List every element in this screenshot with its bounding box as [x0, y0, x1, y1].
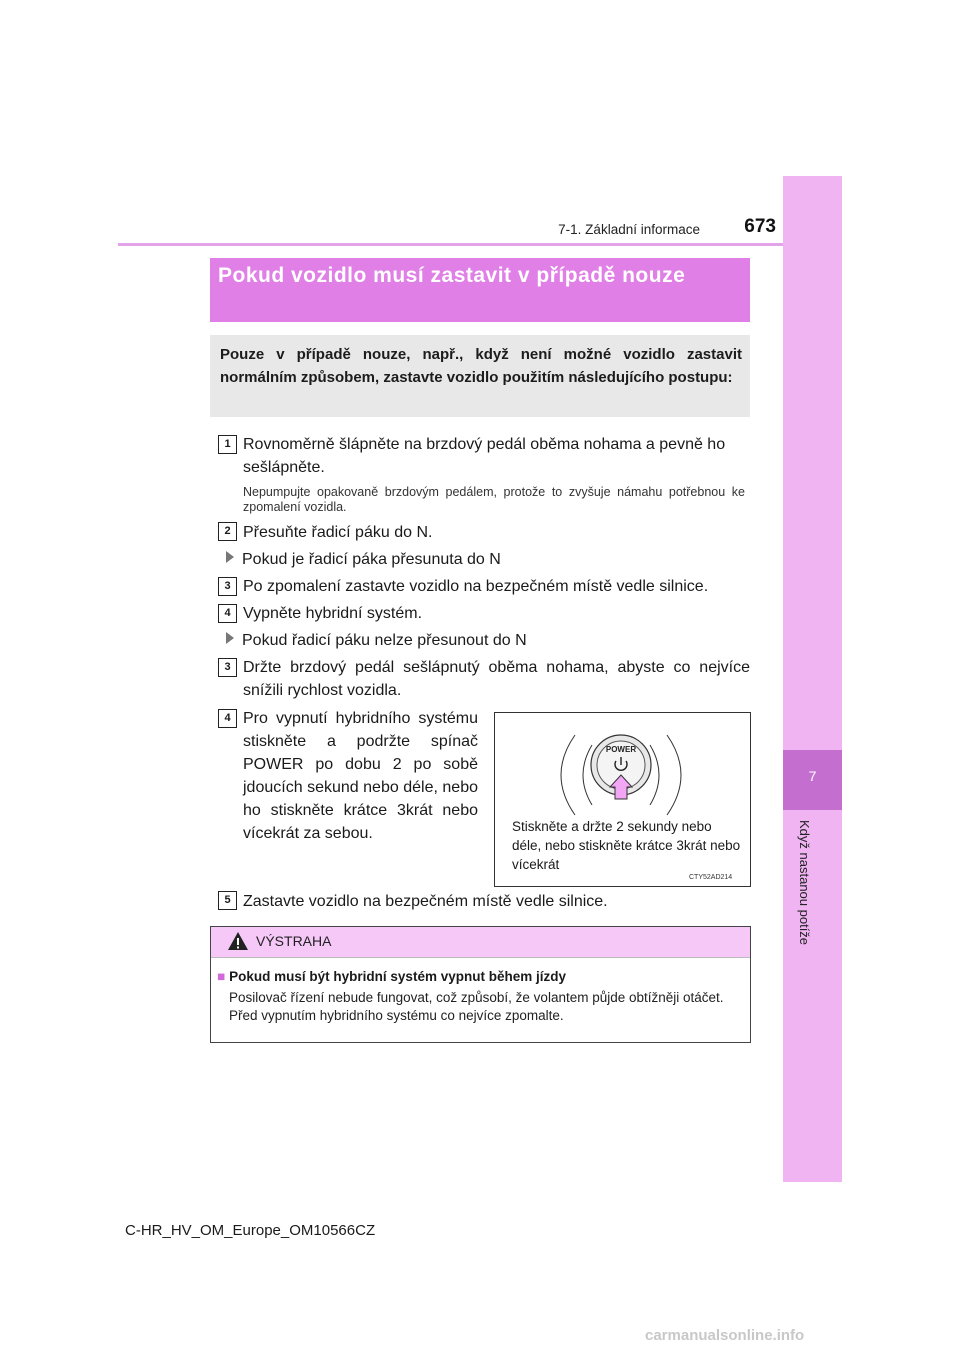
- intro-box: [210, 335, 750, 417]
- step-number: 5: [218, 891, 237, 910]
- warning-title: VÝSTRAHA: [256, 933, 332, 949]
- figure-code: CTY52AD214: [689, 874, 733, 881]
- warning-body: Posilovač řízení nebude fungovat, což způsobí, že volantem půjde obtížněji otáčet. Před vypnutím hybridního systému co nejvíce zpomalte.: [229, 990, 724, 1023]
- warning-header: [211, 927, 750, 958]
- triangle-bullet-icon: [226, 551, 234, 563]
- step-text: Pro vypnutí hybridního systému stiskněte a podržte spínač POWER po dobu 2 po sobě jdoucích sekund nebo déle, nebo ho stiskněte krátce 3krát nebo vícekrát za sebou.: [243, 710, 478, 842]
- power-button-label: POWER: [605, 745, 637, 754]
- intro-text: Pouze v případě nouze, např., když není možné vozidlo zastavit normálním způsobem, zastavte vozidlo použitím následujícího postupu:: [220, 346, 742, 386]
- step-text: Vypněte hybridní systém.: [243, 605, 423, 622]
- step-number: 3: [218, 577, 237, 596]
- side-tab: [783, 176, 842, 1182]
- step-note: Nepumpujte opakovaně brzdovým pedálem, protože to zvyšuje námahu potřebnou ke zpomalení vozidla.: [243, 485, 745, 514]
- step-text: Zastavte vozidlo na bezpečném místě vedle silnice.: [243, 893, 608, 910]
- chapter-title: Když nastanou potíže: [797, 820, 812, 946]
- step-number: 2: [218, 522, 237, 541]
- step-text: Rovnoměrně šlápněte na brzdový pedál oběma nohama a pevně ho sešlápněte.: [243, 436, 726, 476]
- step-text: Držte brzdový pedál sešlápnutý oběma nohama, abyste co nejvíce snížili rychlost vozidla.: [243, 659, 750, 699]
- document-code: C-HR_HV_OM_Europe_OM10566CZ: [125, 1222, 376, 1239]
- subheading: Pokud řadicí páku nelze přesunout do N: [226, 629, 527, 652]
- warning-triangle-icon: [227, 931, 249, 951]
- warning-box: [210, 926, 751, 1043]
- watermark: carmanualsonline.info: [645, 1327, 805, 1344]
- step-text: Přesuňte řadicí páku do N.: [243, 524, 433, 541]
- step-number: 1: [218, 435, 237, 454]
- section-title: 7-1. Základní informace: [558, 222, 700, 237]
- title-banner: [210, 258, 750, 322]
- warning-subtitle: ■ Pokud musí být hybridní systém vypnut během jízdy: [217, 969, 566, 984]
- power-switch-figure: [494, 712, 751, 887]
- step-number: 3: [218, 658, 237, 677]
- triangle-bullet-icon: [226, 632, 234, 644]
- page-number: 673: [744, 216, 776, 237]
- header-rule: [118, 243, 783, 246]
- subheading: Pokud je řadicí páka přesunuta do N: [226, 548, 501, 571]
- page-title: Pokud vozidlo musí zastavit v případě nouze: [218, 264, 686, 287]
- figure-caption: Stiskněte a držte 2 sekundy nebo déle, nebo stiskněte krátce 3krát nebo vícekrát: [512, 819, 741, 872]
- square-bullet-icon: ■: [217, 969, 226, 984]
- step-number: 4: [218, 604, 237, 623]
- chapter-number: 7: [808, 768, 817, 784]
- step-number: 4: [218, 709, 237, 728]
- step-text: Po zpomalení zastavte vozidlo na bezpečném místě vedle silnice.: [243, 578, 709, 595]
